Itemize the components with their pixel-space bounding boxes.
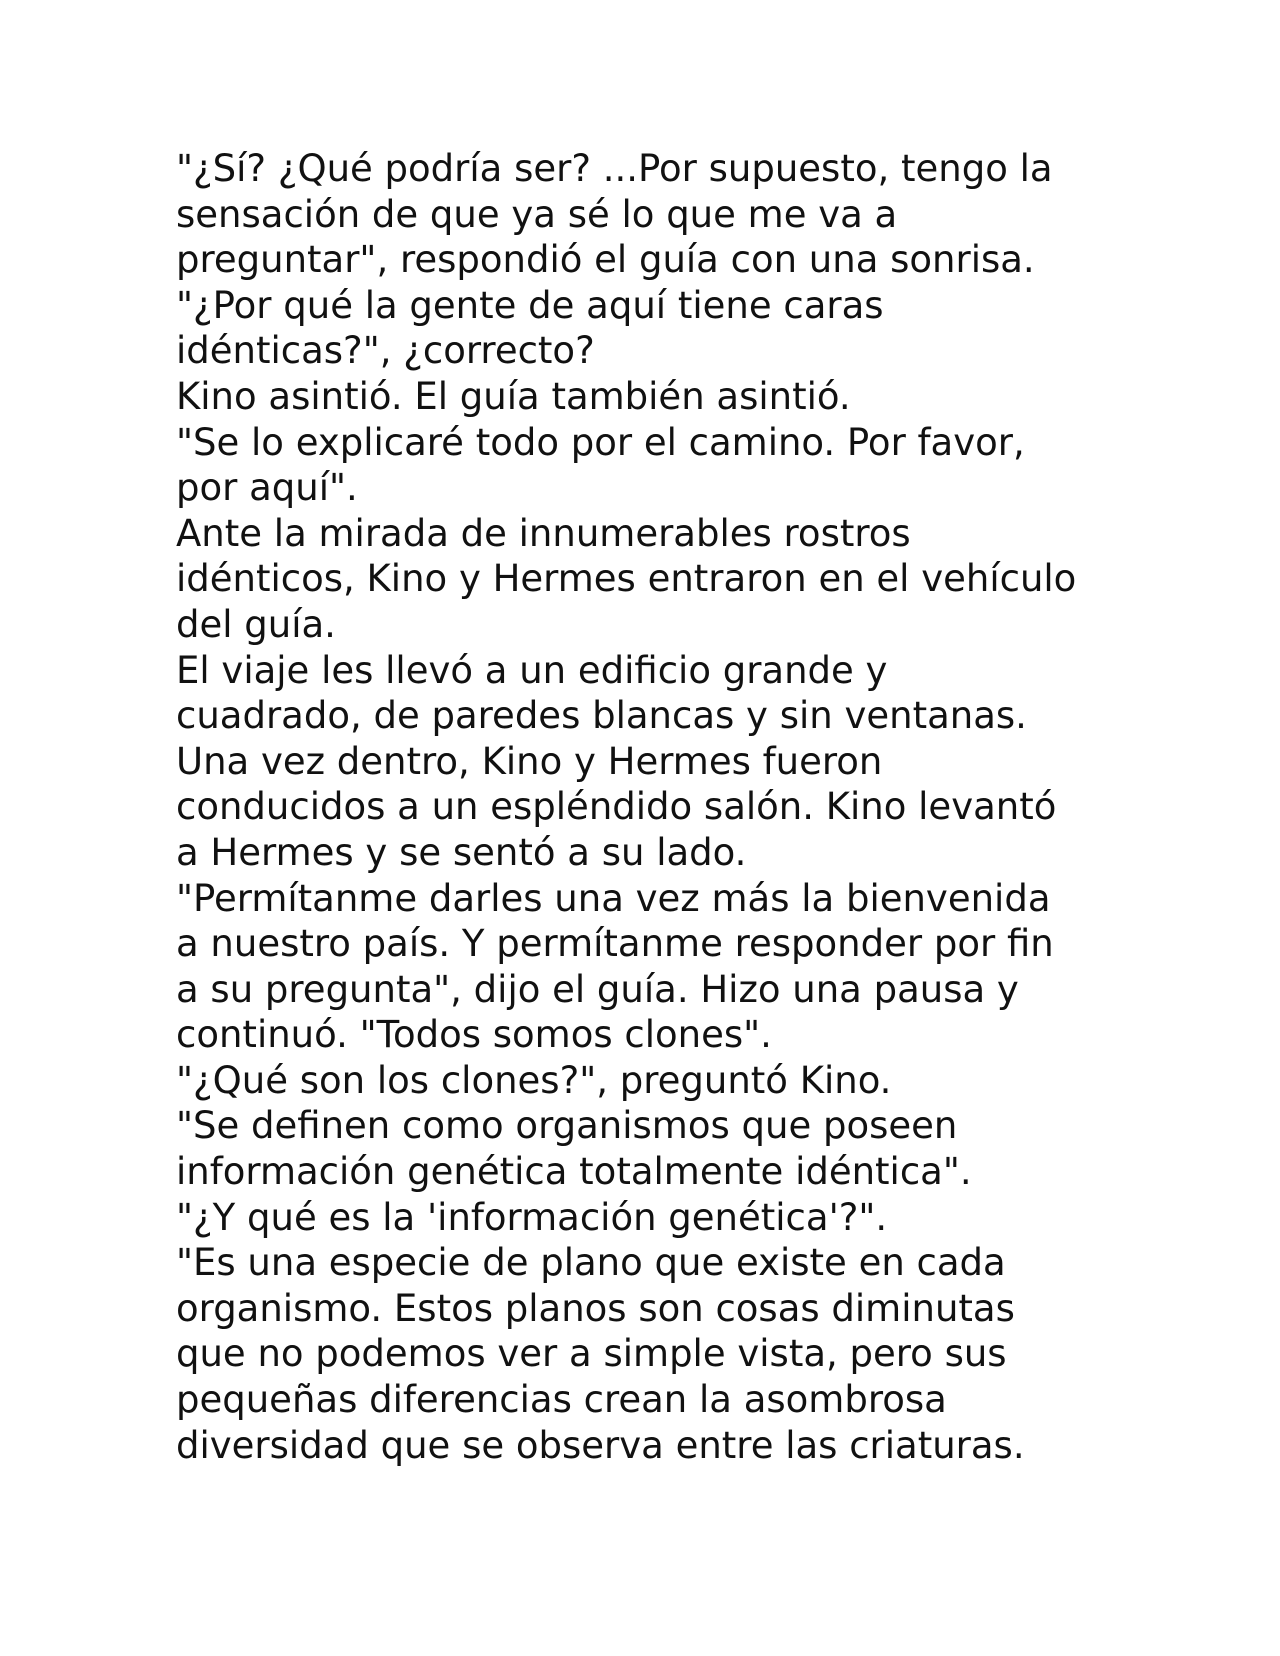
body-text [176,146,1236,1468]
text-line: que no podemos ver a simple vista, pero sus [176,1332,1007,1376]
text-line: del guía. [176,602,336,646]
text-line: a su pregunta", dijo el guía. Hizo una pausa y [176,967,1019,1011]
text-line: idénticas?", ¿correcto? [176,329,595,373]
text-line: "Es una especie de plano que existe en cada [176,1241,1006,1285]
text-line: "¿Sí? ¿Qué podría ser? ...Por supuesto, tengo la [176,147,1053,190]
text-line: sensación de que ya sé lo que me va a [176,192,898,236]
text-line: "¿Qué son los clones?", preguntó Kino. [176,1058,892,1102]
text-line: continuó. "Todos somos clones". [176,1013,772,1057]
text-line: pequeñas diferencias crean la asombrosa [176,1378,947,1422]
text-line: "¿Por qué la gente de aquí tiene caras [176,283,884,327]
text-line: Kino asintió. El guía también asintió. [176,374,851,418]
text-line: "Se definen como organismos que poseen [176,1104,958,1148]
text-line: "Se lo explicaré todo por el camino. Por favor, [176,420,1025,464]
text-line: información genética totalmente idéntica". [176,1150,972,1194]
text-line: El viaje les llevó a un edificio grande y [176,648,888,692]
text-line: Ante la mirada de innumerables rostros [176,511,911,555]
text-line: por aquí". [176,466,358,510]
text-line: diversidad que se observa entre las criaturas. [176,1423,1025,1467]
text-line: organismo. Estos planos son cosas diminutas [176,1286,1015,1330]
text-line: conducidos a un espléndido salón. Kino levantó [176,785,1057,829]
text-line: a nuestro país. Y permítanme responder por fin [176,922,1054,966]
text-line: "¿Y qué es la 'información genética'?". [176,1195,888,1239]
text-line: preguntar", respondió el guía con una sonrisa. [176,238,1035,282]
text-line: Una vez dentro, Kino y Hermes fueron [176,739,883,783]
text-line: a Hermes y se sentó a su lado. [176,830,747,874]
text-line: "Permítanme darles una vez más la bienvenida [176,876,1051,920]
text-line: cuadrado, de paredes blancas y sin ventanas. [176,694,1027,738]
text-line: idénticos, Kino y Hermes entraron en el vehículo [176,557,1077,601]
